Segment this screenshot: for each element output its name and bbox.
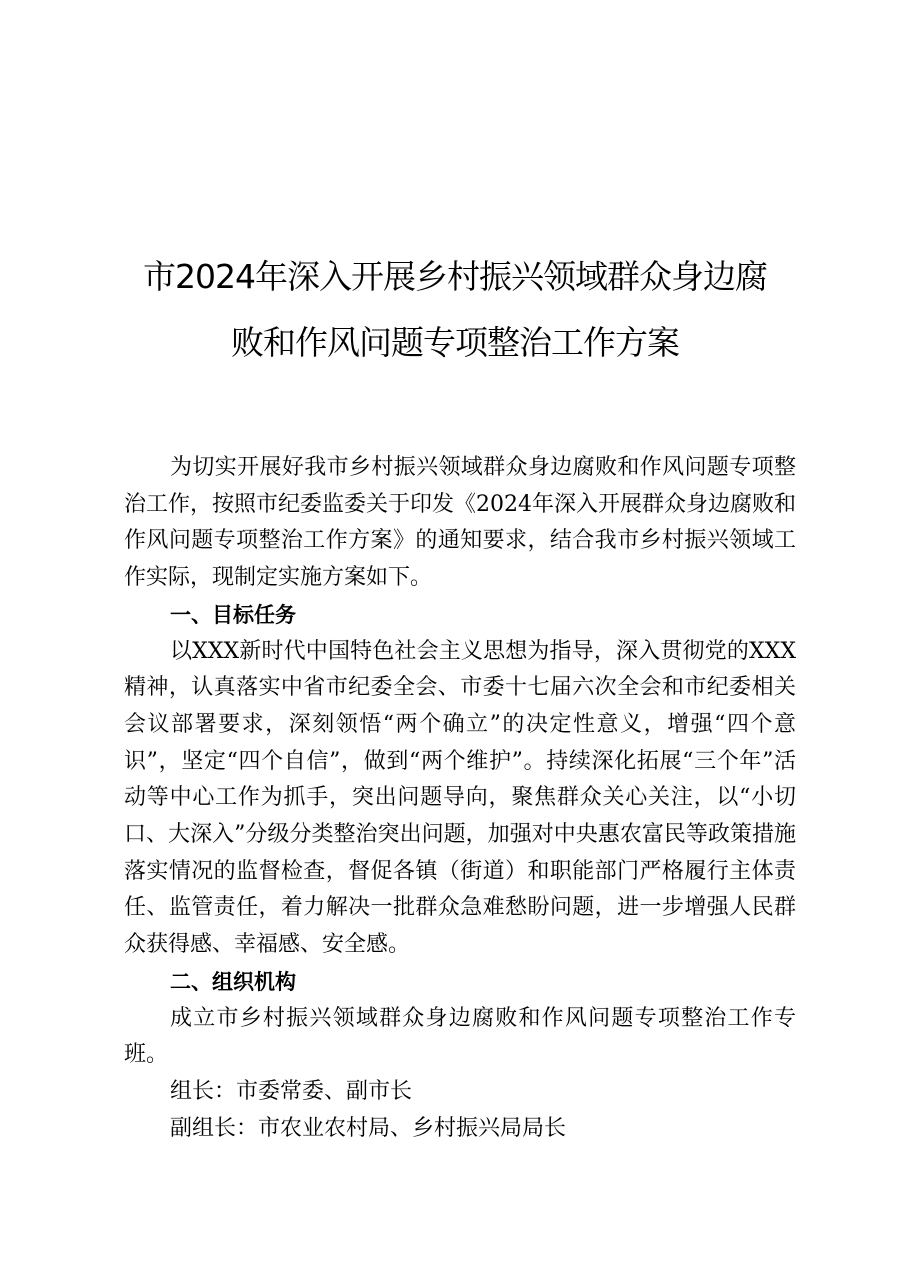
document-title <box>120 256 790 364</box>
section-heading-goals: 一、目标任务 <box>170 602 296 627</box>
deputy-leader-line: 副组长：市农业农村局、乡村振兴局局长 <box>170 1115 567 1141</box>
section-heading-organization: 二、组织机构 <box>170 969 296 994</box>
title-line-1: 市2024年深入开展乡村振兴领域群众身边腐 <box>143 257 767 296</box>
organization-paragraph: 成立市乡村振兴领域群众身边腐败和作风问题专项整治工作专班。 <box>124 1005 796 1068</box>
leader-line: 组长：市委常委、副市长 <box>170 1078 413 1104</box>
intro-paragraph: 为切实开展好我市乡村振兴领域群众身边腐败和作风问题专项整治工作，按照市纪委监委关于印发《2024年深入开展群众身边腐败和作风问题专项整治工作方案》的通知要求，结合我市乡村振兴领域工作实际，现制定实施方案如下。 <box>124 455 796 591</box>
goals-paragraph: 以XXX新时代中国特色社会主义思想为指导，深入贯彻党的XXX精神，认真落实中省市纪委全会、市委十七届六次全会和市纪委相关会议部署要求，深刻领悟“两个确立”的决定性意义，增强“四个意识”，坚定“四个自信”，做到“两个维护”。持续深化拓展“三个年”活动等中心工作为抓手，突出问题导向，聚焦群众关心关注，以“小切口、大深入”分级分类整治突出问题，加强对中央惠农富民等政策措施落实情况的监督检查，督促各镇（街道）和职能部门严格履行主体责任、监管责任，着力解决一批群众急难愁盼问题，进一步增强人民群众获得感、幸福感、安全感。 <box>124 638 796 958</box>
document-body <box>124 450 796 1147</box>
title-line-2: 败和作风问题专项整治工作方案 <box>231 323 679 362</box>
